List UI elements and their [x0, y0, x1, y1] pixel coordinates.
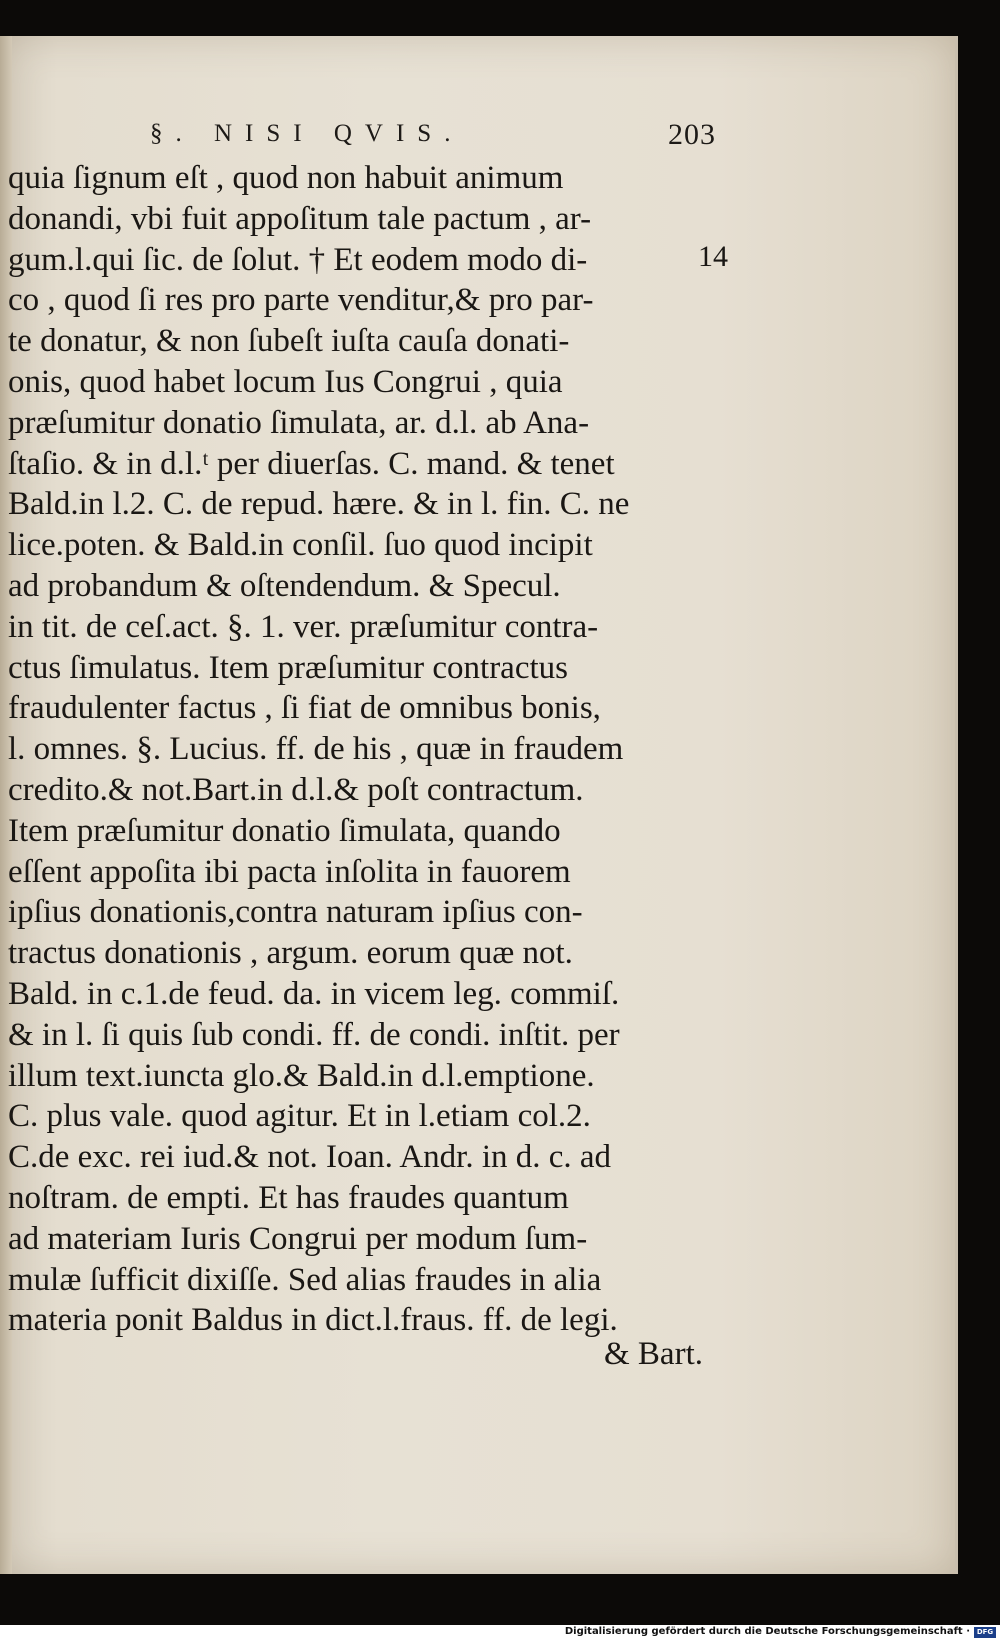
text-line: tractus donationis , argum. eorum quæ not.	[8, 935, 573, 972]
catchword: & Bart.	[604, 1336, 703, 1372]
text-line: illum text.iuncta glo.& Bald.in d.l.emptione.	[8, 1057, 595, 1094]
text-line: ad probandum & oſtendendum. & Specul.	[8, 567, 561, 604]
running-title: §. NISI QVIS.	[150, 120, 464, 147]
text-line: C. plus vale. quod agitur. Et in l.etiam col.2.	[8, 1098, 591, 1135]
text-line: l. omnes. §. Lucius. ff. de his , quæ in fraudem	[8, 731, 624, 768]
running-head	[150, 116, 716, 156]
text-line: ſtaſio. & in d.l.ᵗ per diuerſas. C. mand. & tenet	[8, 445, 615, 482]
text-line: credito.& not.Bart.in d.l.& poſt contractum.	[8, 771, 584, 808]
text-line: noſtram. de empti. Et has fraudes quantum	[8, 1179, 569, 1216]
text-line: gum.l.qui ſic. de ſolut. † Et eodem modo di-	[8, 241, 588, 278]
text-line: mulæ ſufficit dixiſſe. Sed alias fraudes in alia	[8, 1261, 602, 1298]
text-line: quia ſignum eſt , quod non habuit animum	[8, 160, 564, 196]
text-line: te donatur, & non ſubeſt iuſta cauſa donati-	[8, 323, 570, 360]
text-line: in tit. de ceſ.act. §. 1. ver. præſumitur contra-	[8, 608, 599, 645]
text-line: Item præſumitur donatio ſimulata, quando	[8, 812, 561, 849]
dfg-logo-icon: DFG	[974, 1627, 996, 1638]
text-line: Bald.in l.2. C. de repud. hære. & in l. fin. C. ne	[8, 486, 630, 523]
text-line: donandi, vbi fuit appoſitum tale pactum , ar-	[8, 200, 592, 237]
text-line: præſumitur donatio ſimulata, ar. d.l. ab Ana-	[8, 404, 590, 441]
text-line: eſſent appoſita ibi pacta inſolita in fauorem	[8, 853, 571, 890]
text-line: ipſius donationis,contra naturam ipſius con-	[8, 894, 583, 931]
page-number: 203	[668, 118, 716, 151]
text-line: C.de exc. rei iud.& not. Ioan. Andr. in d. c. ad	[8, 1139, 612, 1176]
text-line: ctus ſimulatus. Item præſumitur contractus	[8, 649, 568, 686]
text-line: fraudulenter factus , ſi fiat de omnibus bonis,	[8, 690, 601, 727]
text-line: co , quod ſi res pro parte venditur,& pro par-	[8, 282, 594, 319]
text-line: onis, quod habet locum Ius Congrui , quia	[8, 363, 563, 400]
funding-credit: Digitalisierung gefördert durch die Deutsche Forschungsgemeinschaft ·	[564, 1626, 970, 1637]
body-text	[8, 158, 708, 1341]
text-line: materia ponit Baldus in dict.l.fraus. ff. de legi.	[8, 1302, 618, 1339]
text-line: lice.poten. & Bald.in conſil. ſuo quod incipit	[8, 527, 593, 564]
text-line: Bald. in c.1.de feud. da. in vicem leg. commiſ.	[8, 975, 620, 1012]
text-line: & in l. ſi quis ſub condi. ff. de condi. inſtit. per	[8, 1016, 620, 1053]
marginal-note: 14	[698, 240, 728, 273]
text-line: ad materiam Iuris Congrui per modum ſum-	[8, 1220, 588, 1257]
